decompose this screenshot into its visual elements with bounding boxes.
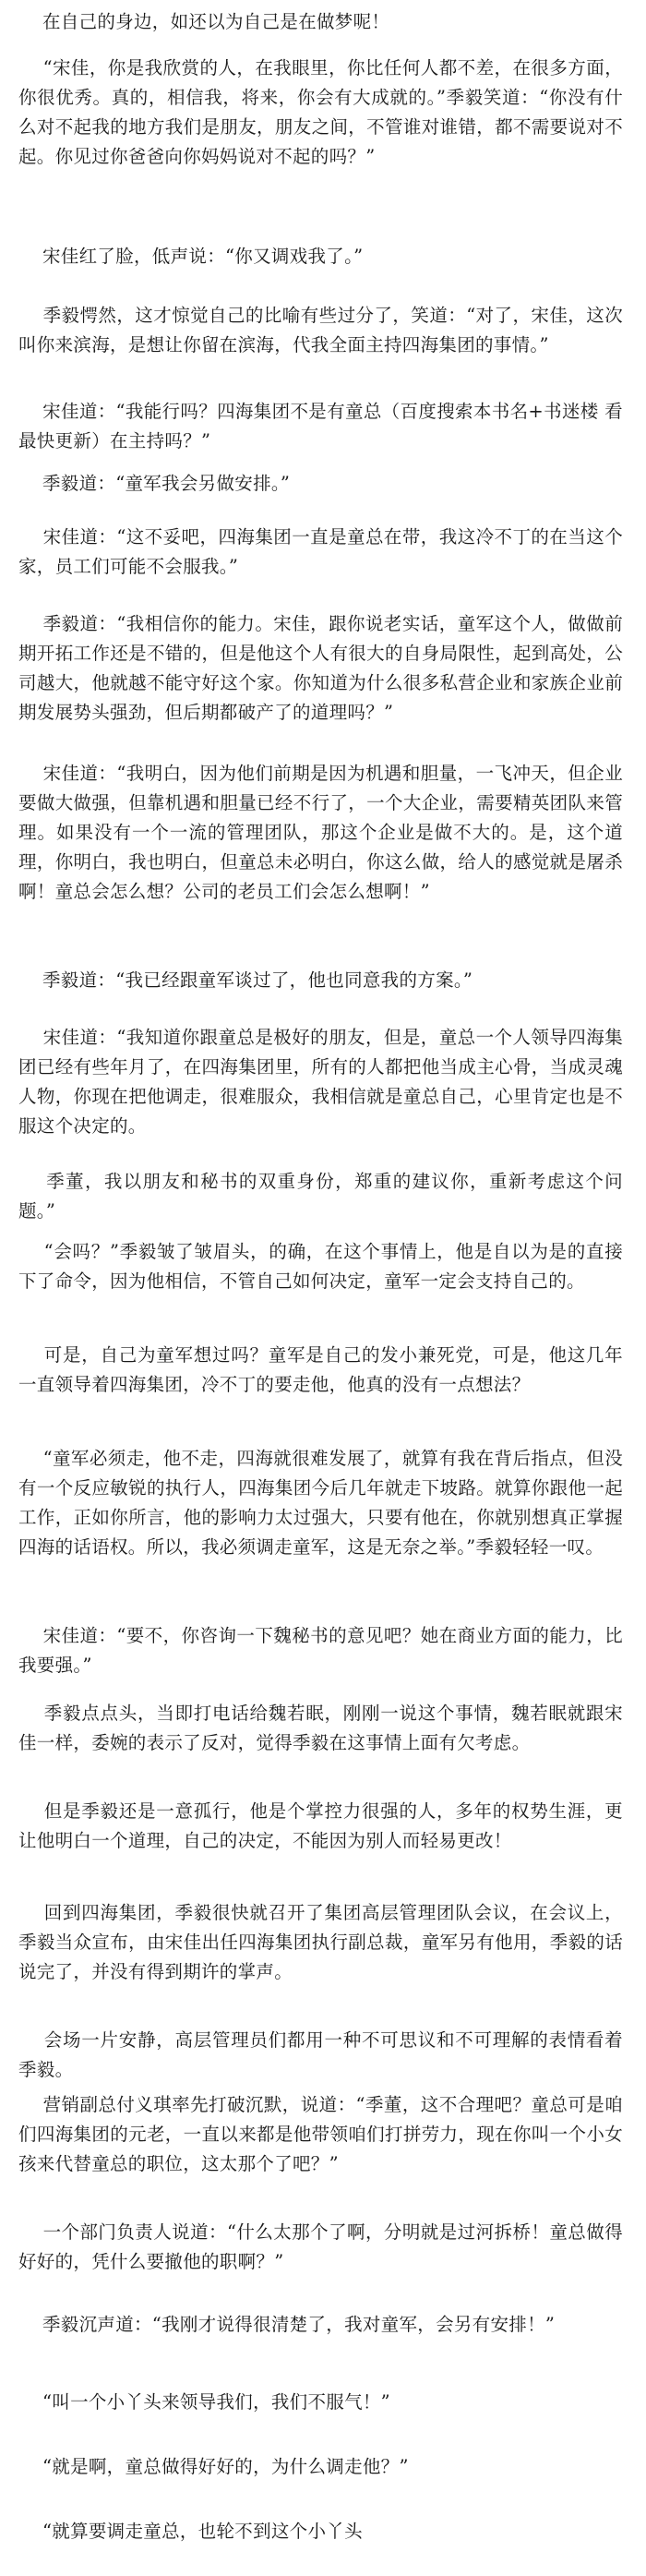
paragraph-12: 季董，我以朋友和秘书的双重身份，郑重的建议你，重新考虑这个问题。” [18, 1171, 623, 1222]
paragraph-14: 可是，自己为童军想过吗？童军是自己的发小兼死党，可是，他这几年一直领导着四海集团，冷不丁的要走他，他真的没有一点想法？ [18, 1344, 623, 1395]
paragraph-4: 季毅愕然，这才惊觉自己的比喻有些过分了，笑道：“对了，宋佳，这次叫你来滨海，是想让你留在滨海，代我全面主持四海集团的事情。” [18, 305, 623, 355]
paragraph-1: 在自己的身边，如还以为自己是在做梦呢！ [18, 11, 390, 32]
paragraph-21: 营销副总付义琪率先打破沉默，说道：“季董，这不合理吧？童总可是咱们四海集团的元老，一直以来都是他带领咱们打拼劳力，现在你叫一个小女孩来代替童总的职位，这太那个了吧？” [18, 2094, 623, 2174]
paragraph-24: “叫一个小丫头来领导我们，我们不服气！” [18, 2391, 390, 2413]
paragraph-6: 季毅道：“童军我会另做安排。” [18, 473, 291, 494]
paragraph-15: “童军必须走，他不走，四海就很难发展了，就算有我在背后指点，但没有一个反应敏锐的执行人，四海集团今后几年就走下坡路。就算你跟他一起工作，正如你所言，他的影响力太过强大，只要有他在，你就别想真正掌握四海的话语权。所以，我必须调走童军，这是无奈之举。”季毅轻轻一叹。 [18, 1448, 623, 1558]
paragraph-25: “就是啊，童总做得好好的，为什么调走他？” [18, 2456, 409, 2477]
paragraph-10: 季毅道：“我已经跟童军谈过了，他也同意我的方案。” [18, 969, 473, 991]
paragraph-3: 宋佳红了脸，低声说：“你又调戏我了。” [18, 246, 364, 267]
paragraph-11: 宋佳道：“我知道你跟童总是极好的朋友，但是，童总一个人领导四海集团已经有些年月了，在四海集团里，所有的人都把他当成主心骨，当成灵魂人物，你现在把他调走，很难服众，我相信就是童总自己，心里肯定也是不服这个决定的。 [18, 1027, 623, 1137]
paragraph-17: 季毅点点头，当即打电话给魏若眠，刚刚一说这个事情，魏若眠就跟宋佳一样，委婉的表示了反对，觉得季毅在这事情上面有欠考虑。 [18, 1703, 623, 1753]
paragraph-13: “会吗？”季毅皱了皱眉头，的确，在这个事情上，他是自以为是的直接下了命令，因为他相信，不管自己如何决定，童军一定会支持自己的。 [18, 1241, 623, 1292]
paragraph-23: 季毅沉声道：“我刚才说得很清楚了，我对童军，会另有安排！” [18, 2314, 556, 2335]
paragraph-22: 一个部门负责人说道：“什么太那个了啊，分明就是过河拆桥！童总做得好好的，凭什么要撤他的职啊？” [18, 2221, 623, 2272]
paragraph-20: 会场一片安静，高层管理员们都用一种不可思议和不可理解的表情看着季毅。 [18, 2029, 623, 2080]
paragraph-5: 宋佳道：“我能行吗？四海集团不是有童总（百度搜索本书名+书迷楼 看最快更新）在主持吗？” [18, 401, 623, 451]
paragraph-9: 宋佳道：“我明白，因为他们前期是因为机遇和胆量，一飞冲天，但企业要做大做强，但靠机遇和胆量已经不行了，一个大企业，需要精英团队来管理。如果没有一个一流的管理团队，那这个企业是做不大的。是，这个道理，你明白，我也明白，但童总未必明白，你这么做，给人的感觉就是屠杀啊！童总会怎么想？公司的老员工们会怎么想啊！” [18, 763, 623, 902]
paragraph-16: 宋佳道：“要不，你咨询一下魏秘书的意见吧？她在商业方面的能力，比我要强。” [18, 1625, 623, 1676]
paragraph-2: “宋佳，你是我欣赏的人，在我眼里，你比任何人都不差，在很多方面，你很优秀。真的，相信我，将来，你会有大成就的。”季毅笑道：“你没有什么对不起我的地方我们是朋友，朋友之间，不管谁对谁错，都不需要说对不起。你见过你爸爸向你妈妈说对不起的吗？” [18, 57, 623, 167]
paragraph-8: 季毅道：“我相信你的能力。宋佳，跟你说老实话，童军这个人，做做前期开拓工作还是不错的，但是他这个人有很大的自身局限性，起到高处，公司越大，他就越不能守好这个家。你知道为什么很多私营企业和家族企业前期发展势头强劲，但后期都破产了的道理吗？” [18, 613, 623, 723]
paragraph-7: 宋佳道：“这不妥吧，四海集团一直是童总在带，我这冷不丁的在当这个家，员工们可能不会服我。” [18, 526, 623, 577]
paragraph-19: 回到四海集团，季毅很快就召开了集团高层管理团队会议，在会议上，季毅当众宣布，由宋佳出任四海集团执行副总裁，童军另有他用，季毅的话说完了，并没有得到期许的掌声。 [18, 1902, 623, 1982]
paragraph-26: “就算要调走童总，也轮不到这个小丫头 [18, 2521, 363, 2542]
paragraph-18: 但是季毅还是一意孤行，他是个掌控力很强的人，多年的权势生涯，更让他明白一个道理，自己的决定，不能因为别人而轻易更改！ [18, 1800, 623, 1851]
